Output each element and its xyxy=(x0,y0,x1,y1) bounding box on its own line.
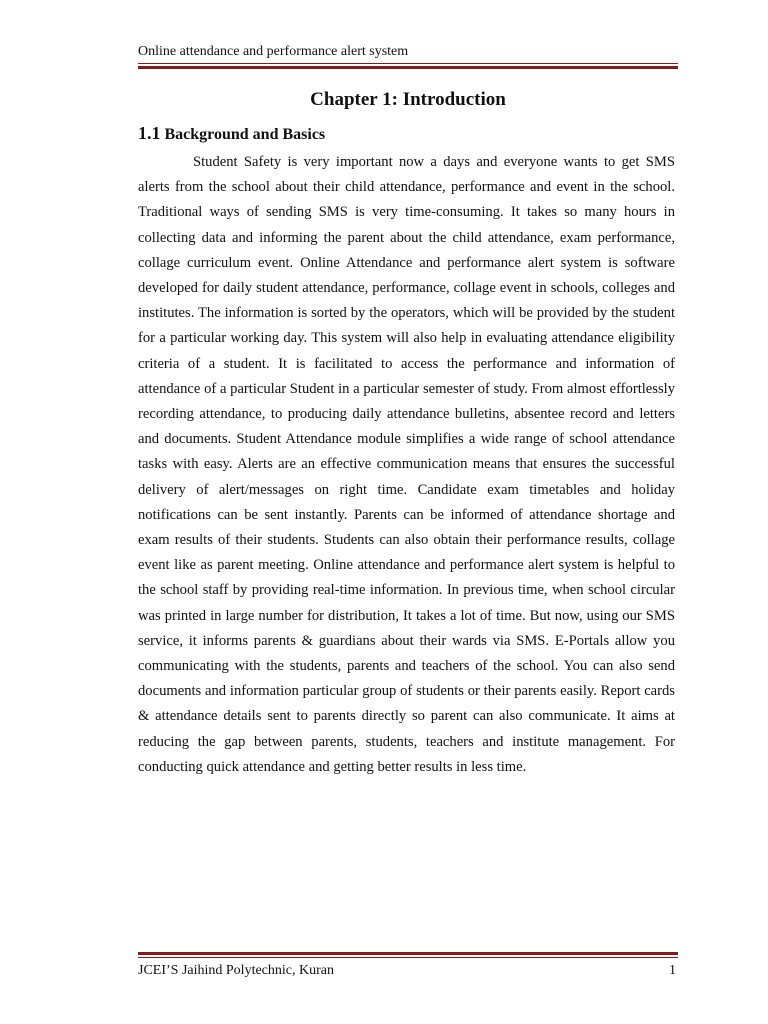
footer-institution: JCEI’S Jaihind Polytechnic, Kuran xyxy=(138,963,334,978)
header-rule-thin xyxy=(138,63,678,64)
page-number: 1 xyxy=(669,963,676,978)
footer-rule-thin xyxy=(138,957,678,958)
header-rule-thick xyxy=(138,66,678,69)
section-number: 1.1 xyxy=(138,123,161,143)
section-title: Background and Basics xyxy=(164,126,326,143)
chapter-title: Chapter 1: Introduction xyxy=(310,89,506,110)
running-header-title: Online attendance and performance alert system xyxy=(138,44,409,59)
body-paragraph: Student Safety is very important now a days and everyone wants to get SMS alerts from the school about their child attendance, performance and event in the school. Traditional ways of sending SMS is very time-consuming. It takes so many hours in collecting data and informing the parent about the child attendance, exam performance, collage curriculum event. Online Attendance and performance alert system is software developed for daily student attendance, performance, collage event in schools, colleges and institutes. The information is sorted by the operators, which will be provided by the student for a particular working day. This system will also help in evaluating attendance eligibility criteria of a student. It is facilitated to access the performance and information of attendance of a particular Student in a particular semester of study. From almost effortlessly recording attendance, to producing daily attendance bulletins, absentee record and letters and documents. Student Attendance module simplifies a wide range of school attendance tasks with easy. Alerts are an effective communication means that ensures the successful delivery of alert/messages on right time. Candidate exam timetables and holiday notifications can be sent instantly. Parents can be informed of attendance shortage and exam results of their students. Students can also obtain their performance results, collage event like as parent meeting. Online attendance and performance alert system is helpful to the school staff by providing real-time information. In previous time, when school circular was printed in large number for distribution, It takes a lot of time. But now, using our SMS service, it informs parents & guardians about their wards via SMS. E-Portals allow you communicating with the students, parents and teachers of the school. You can also send documents and information particular group of students or their parents easily. Report cards & attendance details sent to parents directly so parent can also communicate. It aims at reducing the gap between parents, students, teachers and institute management. For conducting quick attendance and getting better results in less time. xyxy=(138,154,675,775)
footer-rule-thick xyxy=(138,952,678,955)
section-heading xyxy=(138,123,325,145)
